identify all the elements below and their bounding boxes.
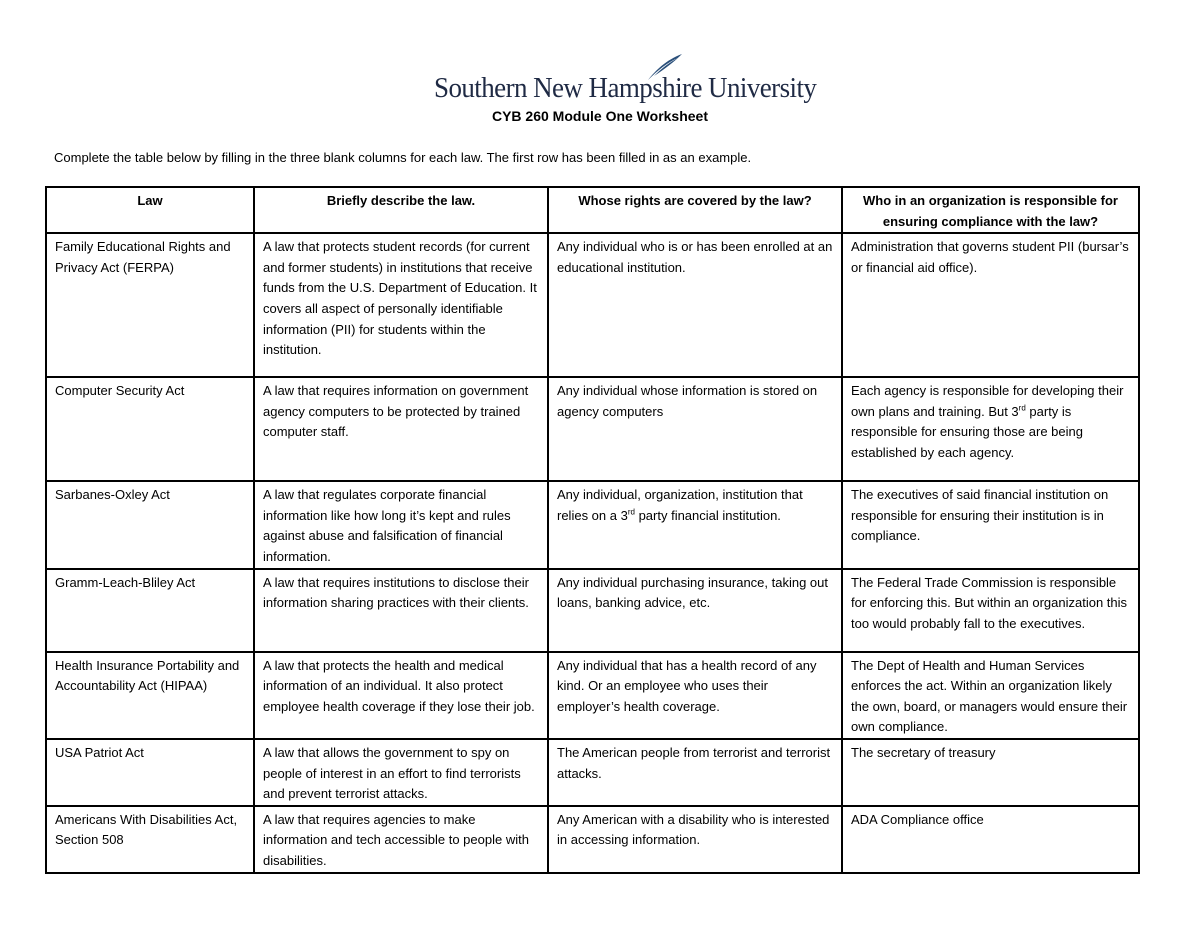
text-fragment: Each agency is responsible for developing their own plans and training. But 3 — [851, 383, 1124, 419]
cell-description: A law that regulates corporate financial information like how long it’s kept and rules against abuse and falsification of financial information. — [254, 481, 548, 568]
table-row — [46, 806, 1139, 873]
instructions-text: Complete the table below by filling in the three blank columns for each law. The first row has been filled in as an example. — [54, 150, 752, 165]
cell-description: A law that requires institutions to disclose their information sharing practices with their clients. — [254, 569, 548, 652]
cell-description: A law that protects student records (for current and former students) in institutions that receive funds from the U.S. Department of Education. It covers all aspect of personally identifiable information (PII) for students within the institution. — [254, 233, 548, 377]
cell-rights: The American people from terrorist and terrorist attacks. — [548, 739, 842, 806]
cell-description: A law that requires information on government agency computers to be protected by trained computer staff. — [254, 377, 548, 481]
table-row — [46, 481, 1139, 568]
cell-rights: Any individual whose information is stored on agency computers — [548, 377, 842, 481]
cell-description: A law that protects the health and medical information of an individual. It also protect employee health coverage if they lose their job. — [254, 652, 548, 739]
cell-law: USA Patriot Act — [46, 739, 254, 806]
page-title: CYB 260 Module One Worksheet — [491, 108, 708, 124]
text-fragment: party financial institution. — [634, 507, 781, 523]
table-row — [46, 739, 1139, 806]
cell-law: Sarbanes-Oxley Act — [46, 481, 254, 568]
cell-description: A law that allows the government to spy on people of interest in an effort to find terrorists and prevent terrorist attacks. — [254, 739, 548, 806]
logo-wordmark: Southern New Hampshire University — [434, 72, 817, 104]
text-fragment: Any individual, organization, institution that relies on a 3 — [557, 487, 803, 523]
cell-responsible: ADA Compliance office — [842, 806, 1139, 873]
cell-responsible: The secretary of treasury — [842, 739, 1139, 806]
cell-rights — [548, 481, 842, 568]
table-header-row — [46, 187, 1139, 233]
table-row — [46, 233, 1139, 377]
table-row — [46, 569, 1139, 652]
cell-rights: Any individual purchasing insurance, taking out loans, banking advice, etc. — [548, 569, 842, 652]
superscript: rd — [1018, 403, 1026, 413]
cell-law: Health Insurance Portability and Accountability Act (HIPAA) — [46, 652, 254, 739]
table-row — [46, 652, 1139, 739]
cell-law: Gramm-Leach-Bliley Act — [46, 569, 254, 652]
cell-law: Americans With Disabilities Act, Section 508 — [46, 806, 254, 873]
cell-law: Computer Security Act — [46, 377, 254, 481]
header-description: Briefly describe the law. — [254, 187, 548, 233]
cell-law: Family Educational Rights and Privacy Act (FERPA) — [46, 233, 254, 377]
header-rights: Whose rights are covered by the law? — [548, 187, 842, 233]
laws-table — [45, 186, 1140, 874]
text-fragment: party is responsible for ensuring those are being established by each agency. — [851, 403, 1083, 460]
superscript: rd — [627, 507, 635, 517]
cell-responsible: The Federal Trade Commission is responsible for enforcing this. But within an organization this too would probably fall to the executives. — [842, 569, 1139, 652]
cell-rights: Any American with a disability who is interested in accessing information. — [548, 806, 842, 873]
table-row — [46, 377, 1139, 481]
header-law: Law — [46, 187, 254, 233]
cell-rights: Any individual who is or has been enrolled at an educational institution. — [548, 233, 842, 377]
cell-responsible: The executives of said financial institution on responsible for ensuring their institution is in compliance. — [842, 481, 1139, 568]
cell-responsible: Administration that governs student PII (bursar’s or financial aid office). — [842, 233, 1139, 377]
university-logo — [434, 52, 817, 110]
cell-description: A law that requires agencies to make information and tech accessible to people with disabilities. — [254, 806, 548, 873]
header-responsible: Who in an organization is responsible for ensuring compliance with the law? — [842, 187, 1139, 233]
cell-rights: Any individual that has a health record of any kind. Or an employee who uses their employer’s health coverage. — [548, 652, 842, 739]
cell-responsible — [842, 377, 1139, 481]
cell-responsible: The Dept of Health and Human Services enforces the act. Within an organization likely the own, board, or managers would ensure their own compliance. — [842, 652, 1139, 739]
